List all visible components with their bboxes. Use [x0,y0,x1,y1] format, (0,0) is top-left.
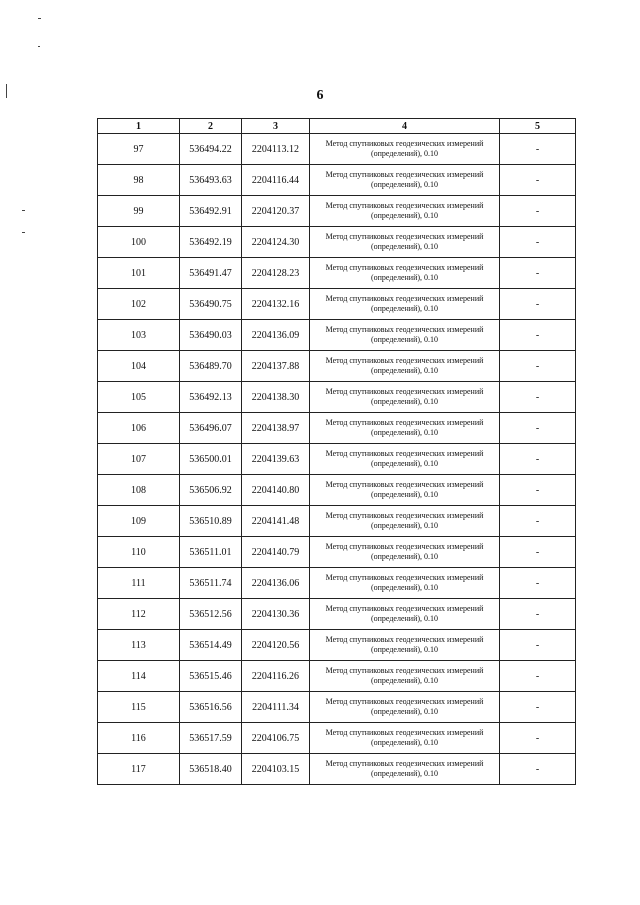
cell-point-number: 113 [98,630,180,661]
cell-description: - [500,413,576,444]
table-row [98,382,576,413]
table-row [98,568,576,599]
cell-y: 2204140.80 [242,475,310,506]
cell-point-number: 107 [98,444,180,475]
cell-y: 2204139.63 [242,444,310,475]
table-row [98,351,576,382]
cell-method: Метод спутниковых геодезических измерений (определений), 0.10 [310,258,500,289]
cell-description: - [500,692,576,723]
table-row [98,661,576,692]
cell-method: Метод спутниковых геодезических измерений (определений), 0.10 [310,134,500,165]
cell-x: 536515.46 [180,661,242,692]
table-row [98,599,576,630]
cell-y: 2204124.30 [242,227,310,258]
table-row [98,320,576,351]
table-row [98,258,576,289]
cell-method: Метод спутниковых геодезических измерений (определений), 0.10 [310,320,500,351]
cell-point-number: 111 [98,568,180,599]
cell-description: - [500,382,576,413]
cell-method: Метод спутниковых геодезических измерений (определений), 0.10 [310,630,500,661]
cell-description: - [500,289,576,320]
cell-description: - [500,134,576,165]
table-row [98,413,576,444]
cell-method: Метод спутниковых геодезических измерений (определений), 0.10 [310,723,500,754]
cell-description: - [500,537,576,568]
cell-x: 536490.03 [180,320,242,351]
cell-description: - [500,599,576,630]
cell-description: - [500,723,576,754]
cell-x: 536490.75 [180,289,242,320]
cell-y: 2204116.26 [242,661,310,692]
cell-y: 2204136.06 [242,568,310,599]
cell-point-number: 110 [98,537,180,568]
cell-point-number: 102 [98,289,180,320]
cell-method: Метод спутниковых геодезических измерений (определений), 0.10 [310,382,500,413]
cell-x: 536492.13 [180,382,242,413]
cell-description: - [500,568,576,599]
cell-y: 2204113.12 [242,134,310,165]
cell-method: Метод спутниковых геодезических измерений (определений), 0.10 [310,196,500,227]
table-header-row [98,119,576,134]
cell-y: 2204137.88 [242,351,310,382]
cell-method: Метод спутниковых геодезических измерений (определений), 0.10 [310,754,500,785]
cell-description: - [500,506,576,537]
cell-x: 536518.40 [180,754,242,785]
cell-x: 536491.47 [180,258,242,289]
table-row [98,692,576,723]
cell-y: 2204128.23 [242,258,310,289]
cell-point-number: 105 [98,382,180,413]
table-body [98,134,576,785]
cell-method: Метод спутниковых геодезических измерений (определений), 0.10 [310,506,500,537]
cell-x: 536492.91 [180,196,242,227]
cell-point-number: 112 [98,599,180,630]
cell-y: 2204111.34 [242,692,310,723]
header-point-number: 1 [98,119,180,134]
cell-y: 2204141.48 [242,506,310,537]
cell-point-number: 115 [98,692,180,723]
cell-description: - [500,196,576,227]
cell-description: - [500,444,576,475]
cell-y: 2204103.15 [242,754,310,785]
cell-method: Метод спутниковых геодезических измерений (определений), 0.10 [310,351,500,382]
cell-x: 536500.01 [180,444,242,475]
cell-x: 536506.92 [180,475,242,506]
cell-method: Метод спутниковых геодезических измерений (определений), 0.10 [310,444,500,475]
cell-description: - [500,351,576,382]
cell-y: 2204138.30 [242,382,310,413]
table-row [98,289,576,320]
cell-point-number: 97 [98,134,180,165]
cell-x: 536511.01 [180,537,242,568]
cell-x: 536511.74 [180,568,242,599]
cell-point-number: 103 [98,320,180,351]
cell-description: - [500,661,576,692]
cell-x: 536516.56 [180,692,242,723]
cell-description: - [500,630,576,661]
scan-mark [22,210,25,211]
cell-point-number: 117 [98,754,180,785]
table-row [98,506,576,537]
cell-method: Метод спутниковых геодезических измерений (определений), 0.10 [310,165,500,196]
table-row [98,723,576,754]
cell-description: - [500,475,576,506]
cell-method: Метод спутниковых геодезических измерений (определений), 0.10 [310,537,500,568]
scan-mark [22,232,25,233]
cell-y: 2204106.75 [242,723,310,754]
cell-point-number: 114 [98,661,180,692]
cell-description: - [500,754,576,785]
coordinates-table [97,118,576,785]
cell-x: 536512.56 [180,599,242,630]
cell-description: - [500,227,576,258]
cell-point-number: 106 [98,413,180,444]
table-row [98,196,576,227]
cell-point-number: 104 [98,351,180,382]
cell-y: 2204138.97 [242,413,310,444]
table-row [98,537,576,568]
cell-x: 536493.63 [180,165,242,196]
cell-method: Метод спутниковых геодезических измерений (определений), 0.10 [310,475,500,506]
page-number: 6 [316,88,324,103]
cell-y: 2204120.56 [242,630,310,661]
header-method: 4 [310,119,500,134]
scan-mark [38,18,41,19]
cell-description: - [500,165,576,196]
cell-method: Метод спутниковых геодезических измерений (определений), 0.10 [310,413,500,444]
cell-method: Метод спутниковых геодезических измерений (определений), 0.10 [310,227,500,258]
cell-y: 2204130.36 [242,599,310,630]
cell-x: 536510.89 [180,506,242,537]
cell-x: 536494.22 [180,134,242,165]
cell-method: Метод спутниковых геодезических измерений (определений), 0.10 [310,568,500,599]
cell-y: 2204132.16 [242,289,310,320]
cell-y: 2204140.79 [242,537,310,568]
cell-y: 2204136.09 [242,320,310,351]
cell-x: 536514.49 [180,630,242,661]
cell-description: - [500,320,576,351]
cell-method: Метод спутниковых геодезических измерений (определений), 0.10 [310,289,500,320]
table-row [98,444,576,475]
table-row [98,630,576,661]
table-row [98,134,576,165]
cell-y: 2204120.37 [242,196,310,227]
cell-x: 536489.70 [180,351,242,382]
table-row [98,165,576,196]
cell-x: 536496.07 [180,413,242,444]
cell-x: 536517.59 [180,723,242,754]
table-row [98,754,576,785]
cell-point-number: 109 [98,506,180,537]
cell-y: 2204116.44 [242,165,310,196]
table-row [98,227,576,258]
header-y: 3 [242,119,310,134]
cell-x: 536492.19 [180,227,242,258]
header-description: 5 [500,119,576,134]
cell-point-number: 101 [98,258,180,289]
cell-point-number: 116 [98,723,180,754]
cell-method: Метод спутниковых геодезических измерений (определений), 0.10 [310,661,500,692]
cell-point-number: 108 [98,475,180,506]
header-x: 2 [180,119,242,134]
cell-point-number: 100 [98,227,180,258]
cell-description: - [500,258,576,289]
cell-point-number: 98 [98,165,180,196]
table-row [98,475,576,506]
cell-point-number: 99 [98,196,180,227]
scan-mark [38,46,40,47]
cell-method: Метод спутниковых геодезических измерений (определений), 0.10 [310,599,500,630]
cell-method: Метод спутниковых геодезических измерений (определений), 0.10 [310,692,500,723]
